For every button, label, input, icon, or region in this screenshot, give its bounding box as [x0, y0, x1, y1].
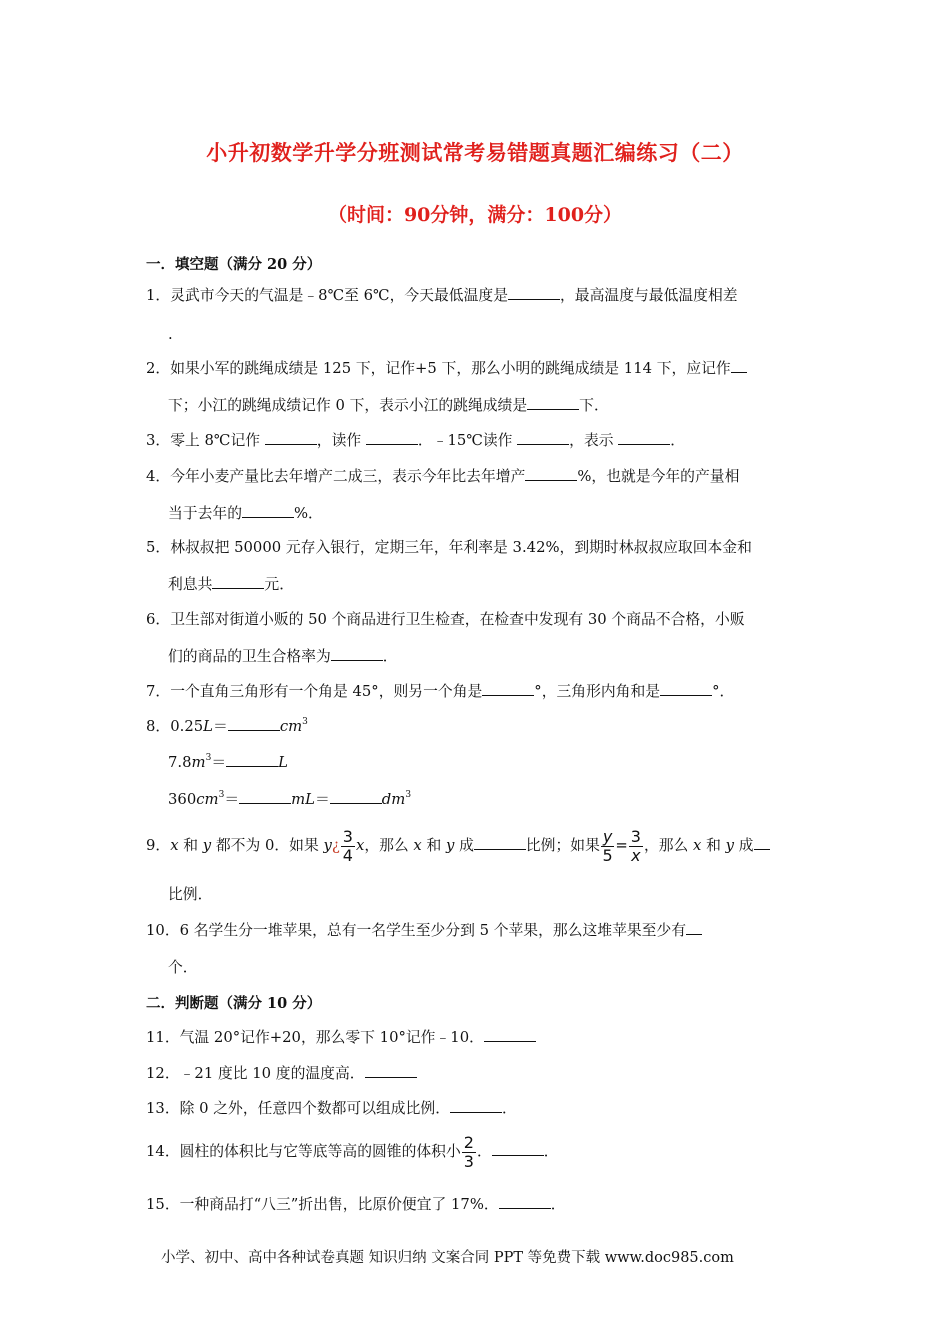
answer-blank[interactable]: [212, 574, 264, 589]
question-4-cont: 当于去年的 %．: [168, 505, 323, 522]
question-1-cont: .: [168, 326, 173, 343]
question-6: 6．卫生部对街道小贩的 50 个商品进行卫生检查，在检查中发现有 30 个商品不合格，小贩: [146, 611, 745, 628]
question-15: 15．一种商品打“八三”折出售，比原价便宜了 17%． ．: [146, 1196, 566, 1213]
answer-blank[interactable]: [239, 789, 291, 804]
answer-blank[interactable]: [365, 1063, 417, 1078]
fraction-two-thirds: $\frac{2}{3}$: [463, 1132, 474, 1171]
answer-blank[interactable]: [228, 716, 280, 731]
question-14: 14．圆柱的体积比与它等底等高的圆锥的体积小 $\frac{2}{3}$ ． ．: [146, 1132, 559, 1171]
question-6-cont: 们的商品的卫生合格率为 ．: [168, 648, 398, 665]
answer-blank[interactable]: [366, 430, 418, 445]
question-10-cont: 个．: [168, 959, 198, 976]
page-title: 小升初数学升学分班测试常考易错题真题汇编练习（二）: [206, 140, 744, 165]
question-1: 1．灵武市今天的气温是﹣8℃至 6℃，今天最低温度是 ，最高温度与最低温度相差: [146, 287, 738, 304]
answer-blank[interactable]: [330, 789, 382, 804]
section-true-false: 二．判断题（满分 10 分）: [146, 995, 322, 1012]
question-3: 3．零上 8℃记作 ，读作 ．﹣15℃读作 ，表示 ．: [146, 432, 686, 449]
fraction-3-over-x: $\frac{3}{x}$: [630, 826, 641, 865]
question-13: 13．除 0 之外，任意四个数都可以组成比例． ．: [146, 1100, 517, 1117]
answer-blank[interactable]: [686, 920, 702, 935]
question-2-cont: 下；小江的跳绳成绩记作 0 下，表示小江的跳绳成绩是 下．: [168, 397, 609, 414]
question-12: 12．﹣21 度比 10 度的温度高．: [146, 1063, 417, 1085]
answer-blank[interactable]: [731, 358, 747, 373]
fraction-three-quarters: $\frac{3}{4}$: [342, 826, 353, 865]
answer-blank[interactable]: [525, 466, 577, 481]
answer-blank[interactable]: [492, 1141, 544, 1156]
answer-blank[interactable]: [499, 1194, 551, 1209]
answer-blank[interactable]: [242, 503, 294, 518]
answer-blank[interactable]: [331, 646, 383, 661]
question-7: 7．一个直角三角形有一个角是 45°，则另一个角是 °，三角形内角和是 °．: [146, 683, 735, 700]
question-4: 4．今年小麦产量比去年增产二成三，表示今年比去年增产 %，也就是今年的产量相: [146, 468, 740, 485]
answer-blank[interactable]: [527, 395, 579, 410]
page-footer: 小学、初中、高中各种试卷真题 知识归纳 文案合同 PPT 等免费下载 www.doc985.com: [161, 1250, 734, 1266]
question-8: 8．$0.25L= cm^3$: [146, 717, 308, 735]
question-8-line-3: $360cm^3= mL= dm^3$: [168, 790, 412, 808]
answer-blank[interactable]: [226, 752, 278, 767]
question-11: 11．气温 20°记作+20，那么零下 10°记作﹣10．: [146, 1027, 536, 1049]
answer-blank[interactable]: [508, 285, 560, 300]
question-5: 5．林叔叔把 50000 元存入银行，定期三年，年利率是 3.42%，到期时林叔叔应取回本金和: [146, 539, 752, 556]
question-9: 9．x 和 y 都不为 0．如果 y¿ $\frac{3}{4}$ x，那么 x 和 y 成 比例；如果 $\frac{y}{5}$ = $\frac{3}{x}$ ，那么 x 和 y 成: [146, 825, 770, 867]
answer-blank[interactable]: [482, 681, 534, 696]
answer-blank[interactable]: [265, 430, 317, 445]
question-10: 10．6 名学生分一堆苹果，总有一名学生至少分到 5 个苹果，那么这堆苹果至少有: [146, 920, 702, 942]
answer-blank[interactable]: [474, 835, 526, 850]
answer-blank[interactable]: [754, 835, 770, 850]
answer-blank[interactable]: [660, 681, 712, 696]
question-8-line-2: $7.8m^3= L$: [168, 753, 288, 771]
fraction-y-over-5: $\frac{y}{5}$: [602, 826, 613, 865]
answer-blank[interactable]: [517, 430, 569, 445]
question-9-cont: 比例．: [168, 886, 213, 903]
answer-blank[interactable]: [618, 430, 670, 445]
question-5-cont: 利息共 元．: [168, 576, 295, 593]
question-2: 2．如果小军的跳绳成绩是 125 下，记作+5 下，那么小明的跳绳成绩是 114 下，应记作: [146, 358, 747, 380]
answer-blank[interactable]: [484, 1027, 536, 1042]
section-fill-in: 一．填空题（满分 20 分）: [146, 256, 322, 273]
answer-blank[interactable]: [450, 1098, 502, 1113]
page-subtitle: （时间：90分钟，满分：100分）: [327, 204, 623, 226]
